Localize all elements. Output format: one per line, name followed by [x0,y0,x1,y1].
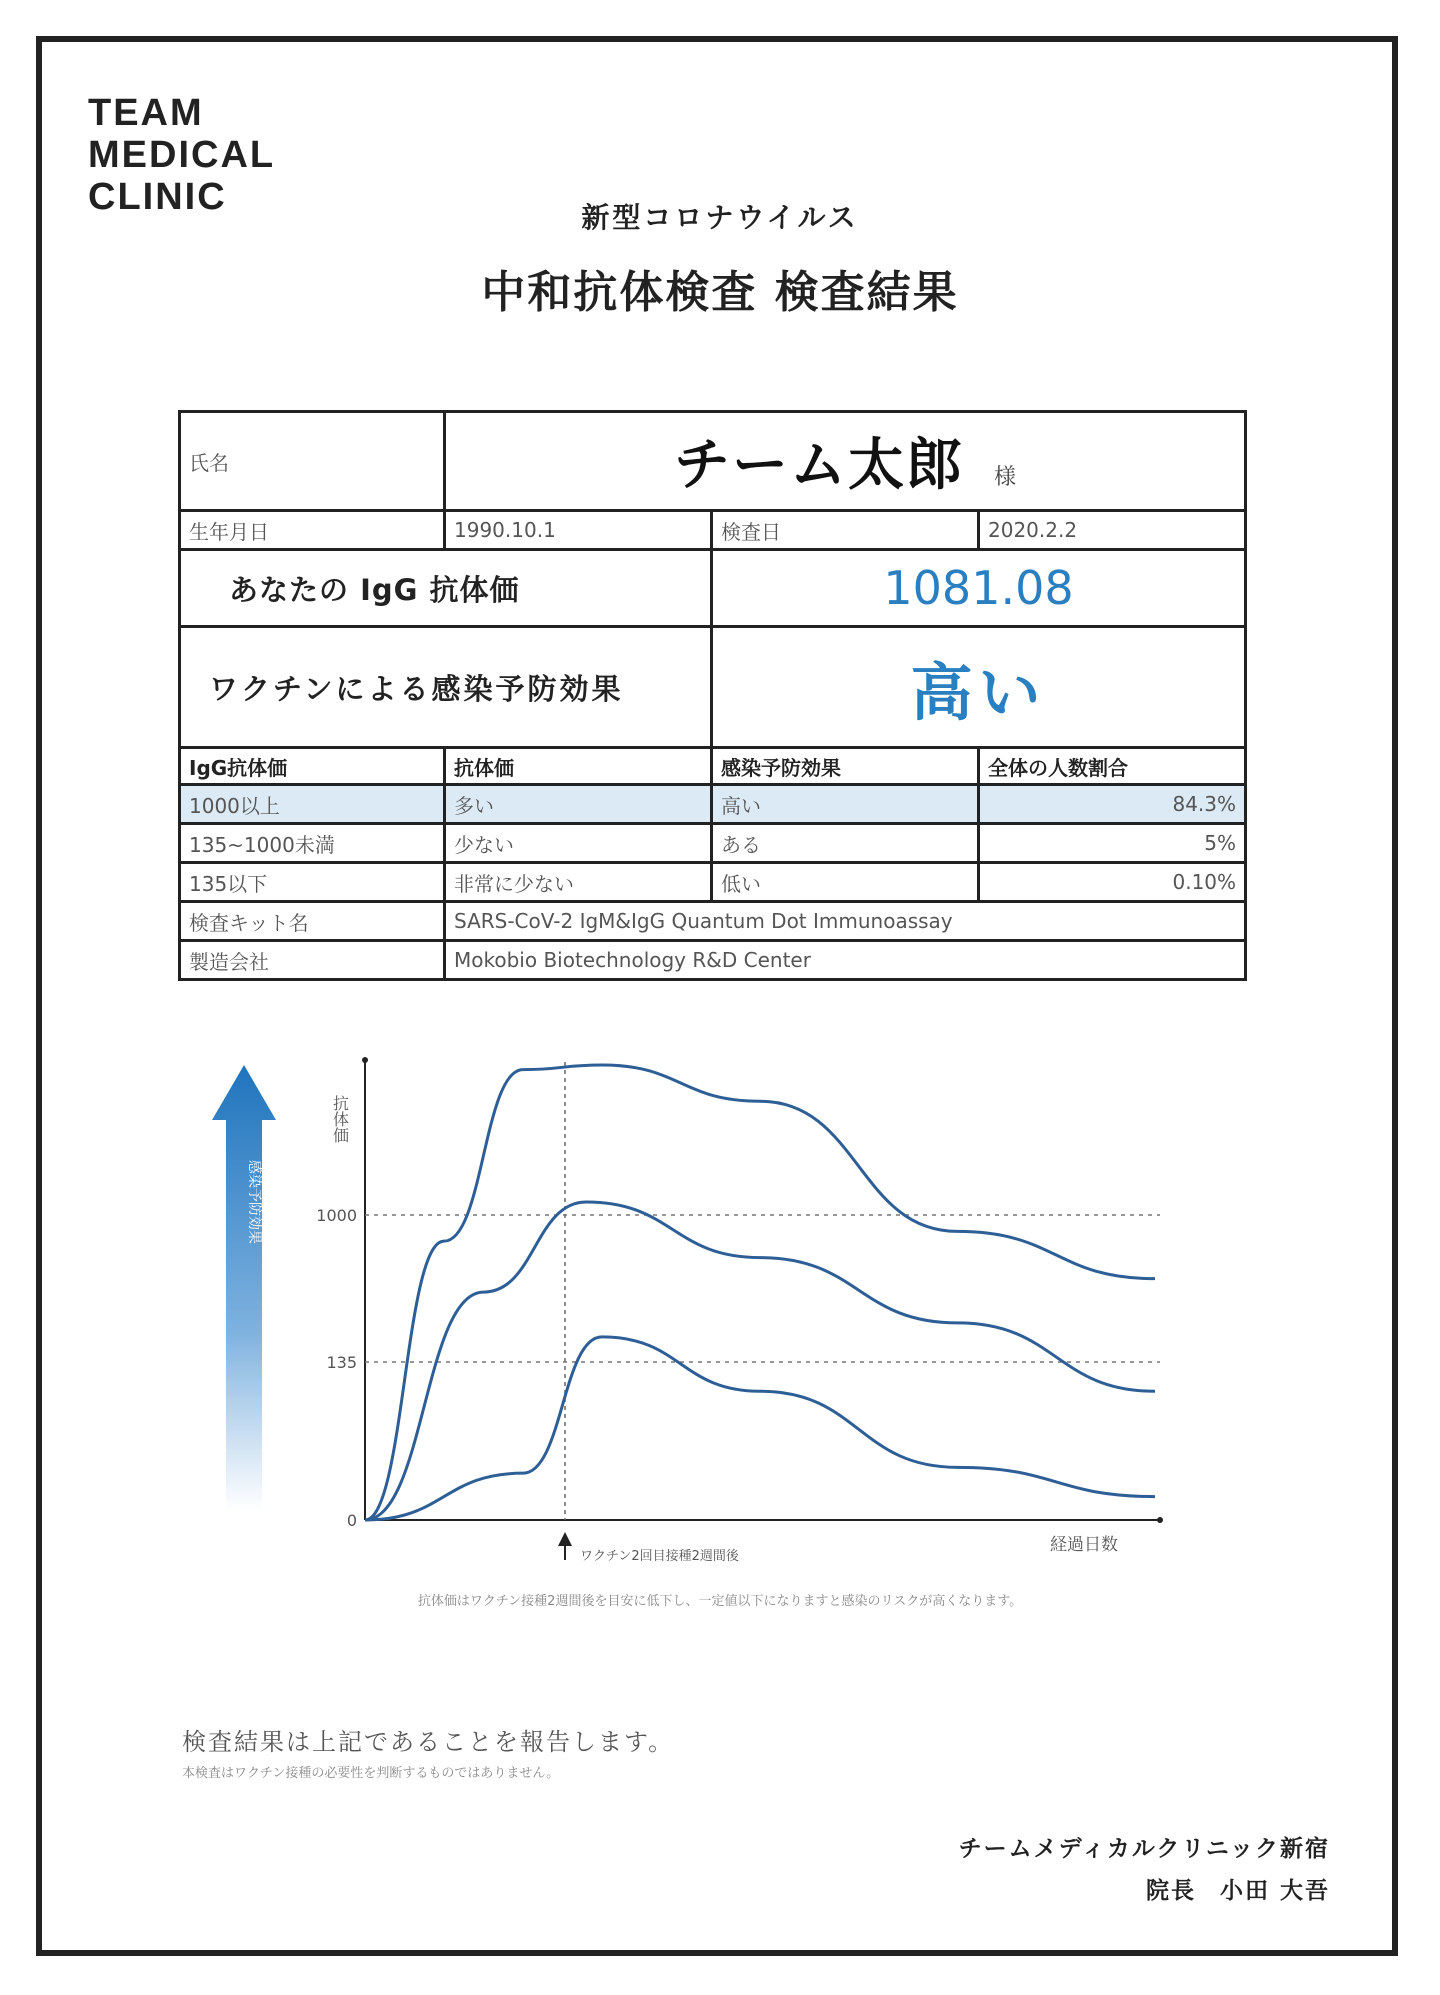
level-cell: 135以下 [180,863,445,902]
signer-organization: チームメディカルクリニック新宿 [958,1836,1330,1862]
signer-name: 小田 大吾 [1219,1878,1330,1904]
test-date-label: 検査日 [712,511,979,550]
result-table [178,410,1247,981]
patient-name-cell [445,412,1246,511]
level-row [180,785,1246,824]
logo-line: CLINIC [88,176,227,218]
honorific: 様 [994,465,1017,490]
level-cell: 非常に少ない [445,863,712,902]
level-cell: 0.10% [979,863,1246,902]
kit-name: SARS-CoV-2 IgM&IgG Quantum Dot Immunoassay [445,902,1246,941]
document-subtitle: 新型コロナウイルス [581,201,859,234]
level-cell: 高い [712,785,979,824]
igg-label: あなたの IgG 抗体価 [180,550,712,627]
logo-line: MEDICAL [88,134,276,176]
y-tick-label: 0 [346,1511,357,1530]
level-cell: ある [712,824,979,863]
dose-marker-label: ワクチン2回目接種2週間後 [580,1549,739,1564]
level-cell: 少ない [445,824,712,863]
certification-text: 検査結果は上記であることを報告します。 [182,1728,675,1756]
level-header: 全体の人数割合 [979,748,1246,785]
level-cell: 5% [979,824,1246,863]
patient-name: チーム太郎 [674,433,964,498]
dob-label: 生年月日 [180,511,445,550]
level-cell: 84.3% [979,785,1246,824]
x-axis-end [1157,1517,1163,1523]
signer-title: 院長 [1145,1878,1196,1904]
maker-label: 製造会社 [180,941,445,980]
series-line [365,1202,1155,1520]
test-date-value: 2020.2.2 [979,511,1246,550]
dob-value: 1990.10.1 [445,511,712,550]
arrow-label: 感染予防効果 [246,1160,262,1244]
level-cell: 1000以上 [180,785,445,824]
kit-label: 検査キット名 [180,902,445,941]
effect-value: 高い [712,627,1246,748]
series-line [365,1337,1155,1520]
effect-arrow [212,1065,276,1510]
antibody-chart [170,1040,1190,1580]
level-row [180,863,1246,902]
document-frame [36,36,1398,1956]
igg-value: 1081.08 [712,550,1246,627]
level-header: 抗体価 [445,748,712,785]
logo-line: TEAM [88,92,204,134]
arrow-up-icon [212,1065,276,1510]
disclaimer-text: 本検査はワクチン接種の必要性を判断するものではありません。 [182,1766,560,1781]
level-header: 感染予防効果 [712,748,979,785]
level-cell: 低い [712,863,979,902]
y-axis-end [362,1057,368,1063]
chart-note: 抗体価はワクチン接種2週間後を目安に低下し、一定値以下になりますと感染のリスクが高くなります。 [417,1594,1023,1609]
level-header: IgG抗体価 [180,748,445,785]
y-axis-label: 抗体価 [330,1095,350,1143]
y-tick-label: 1000 [316,1206,357,1225]
level-cell: 135~1000未満 [180,824,445,863]
x-axis-label: 経過日数 [1050,1535,1118,1555]
document-title: 中和抗体検査 検査結果 [481,267,959,318]
level-row [180,824,1246,863]
maker-name: Mokobio Biotechnology R&D Center [445,941,1246,980]
signer-name-line [1122,1872,1330,1905]
effect-label: ワクチンによる感染予防効果 [180,627,712,748]
level-cell: 多い [445,785,712,824]
y-tick-label: 135 [326,1353,357,1372]
name-label: 氏名 [180,412,445,511]
